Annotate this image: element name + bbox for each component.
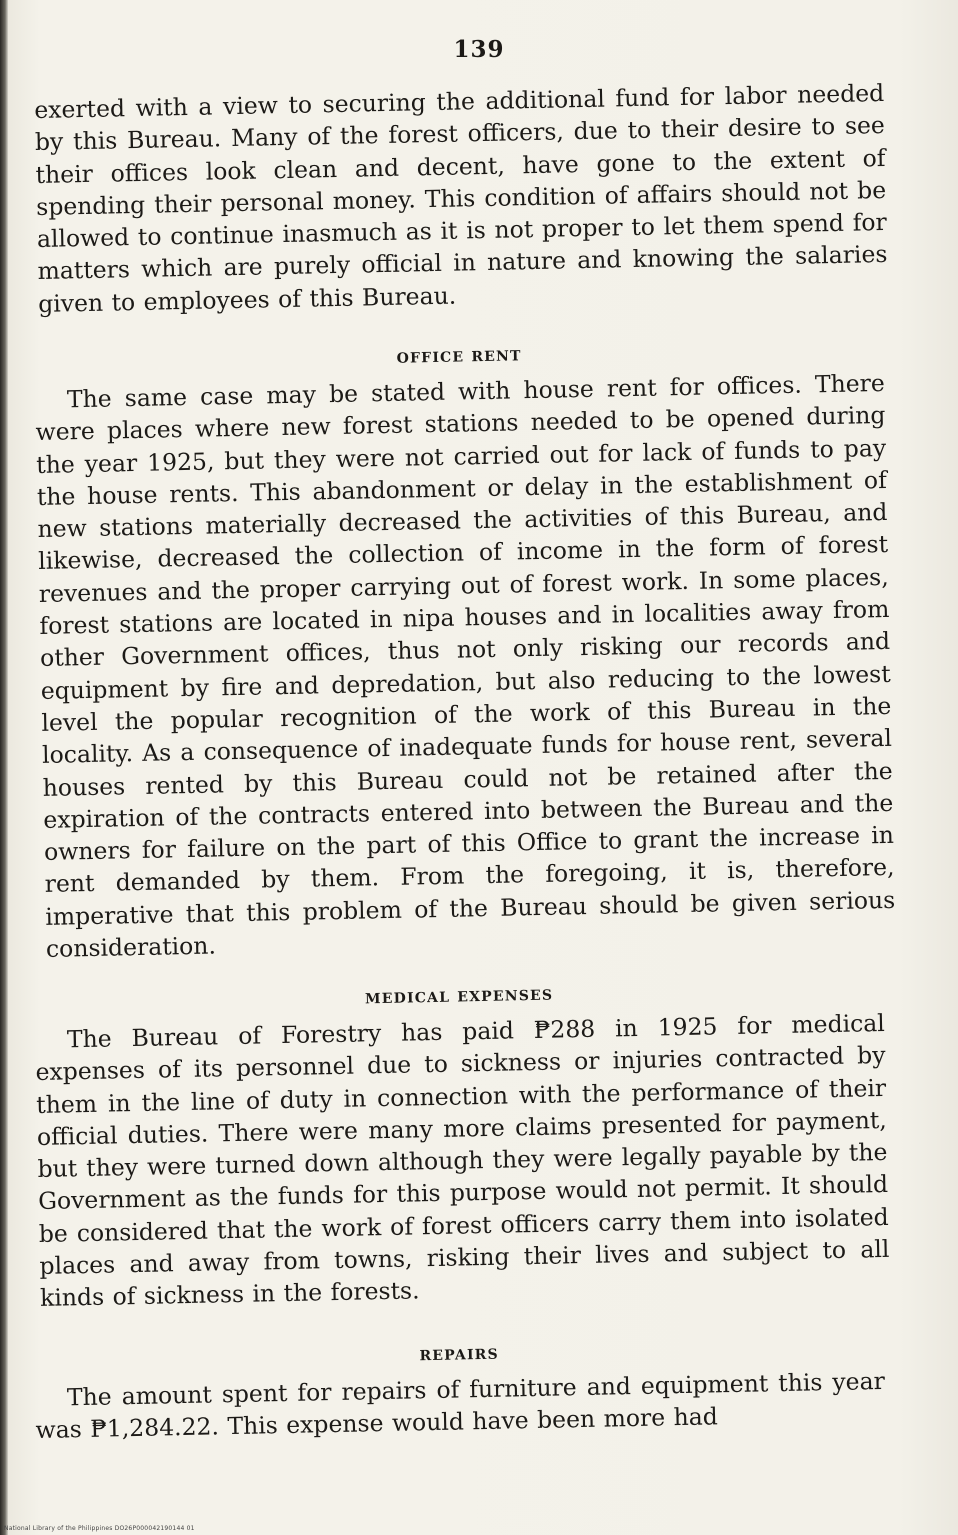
paragraph-repairs: The amount spent for repairs of furniture and equipment this year was ₱1,284.22. This expense would have been more had [35,1366,886,1445]
section-repairs [34,1333,886,1447]
section-labor-fund [34,77,888,320]
library-footer-stamp: National Library of the Philippines DO26P000042190144 01 [4,1525,195,1532]
heading-office-rent: OFFICE RENT [396,348,522,367]
paragraph-medical-expenses: The Bureau of Forestry has paid ₱288 in 1925 for medical expenses of its personnel due to sickness or injuries contracted by them in the line of duty in connection with the performance of their official duties. There were many more claims presented for payment, but they were turned down although they were legally payable by the Government as the funds for this purpose would not permit. It should be considered that the work of forest officers carry them into isolated places and away from towns, risking their lives and subject to all kinds of sickness in the forests. [35,1008,890,1313]
paragraph-office-rent: The same case may be stated with house rent for offices. There were places where new forest stations needed to be opened during the year 1925, but they were not carried out for lack of funds to pay the house rents. This abandonment or delay in the establishment of new stations materially decreased the activities of this Bureau, and likewise, decreased the collection of income in the form of forest revenues and the proper carrying out of forest work. In some places, forest stations are located in nipa houses and in localities away from other Government offices, thus not only risking our records and equipment by fire and depredation, but also reducing to the lowest level the popular recognition of the work of this Bureau in the locality. As a consequence of inadequate funds for house rent, several houses rented by this Bureau could not be retained after the expiration of the contracts entered into between the Bureau and the owners for failure on the part of this Office to grant the increase in rent demanded by them. From the foregoing, it is, therefore, imperative that this problem of the Bureau should be given serious consideration. [35,368,896,963]
page-number: 139 [453,36,505,63]
book-spine-shadow [0,0,8,1535]
section-medical-expenses [34,975,890,1315]
heading-medical-expenses: MEDICAL EXPENSES [364,987,554,1008]
section-office-rent [34,335,896,965]
heading-repairs: REPAIRS [419,1346,500,1365]
paragraph-labor-fund: exerted with a view to securing the additional fund for labor needed by this Bureau. Many of the forest officers, due to their desire to see their offices look clean and decent, have gone to the extent of spending their personal money. This condition of affairs should not be allowed to continue inasmuch as it is not proper to let them spend for matters which are purely official in nature and knowing the salaries given to employees of this Bureau. [34,78,888,318]
